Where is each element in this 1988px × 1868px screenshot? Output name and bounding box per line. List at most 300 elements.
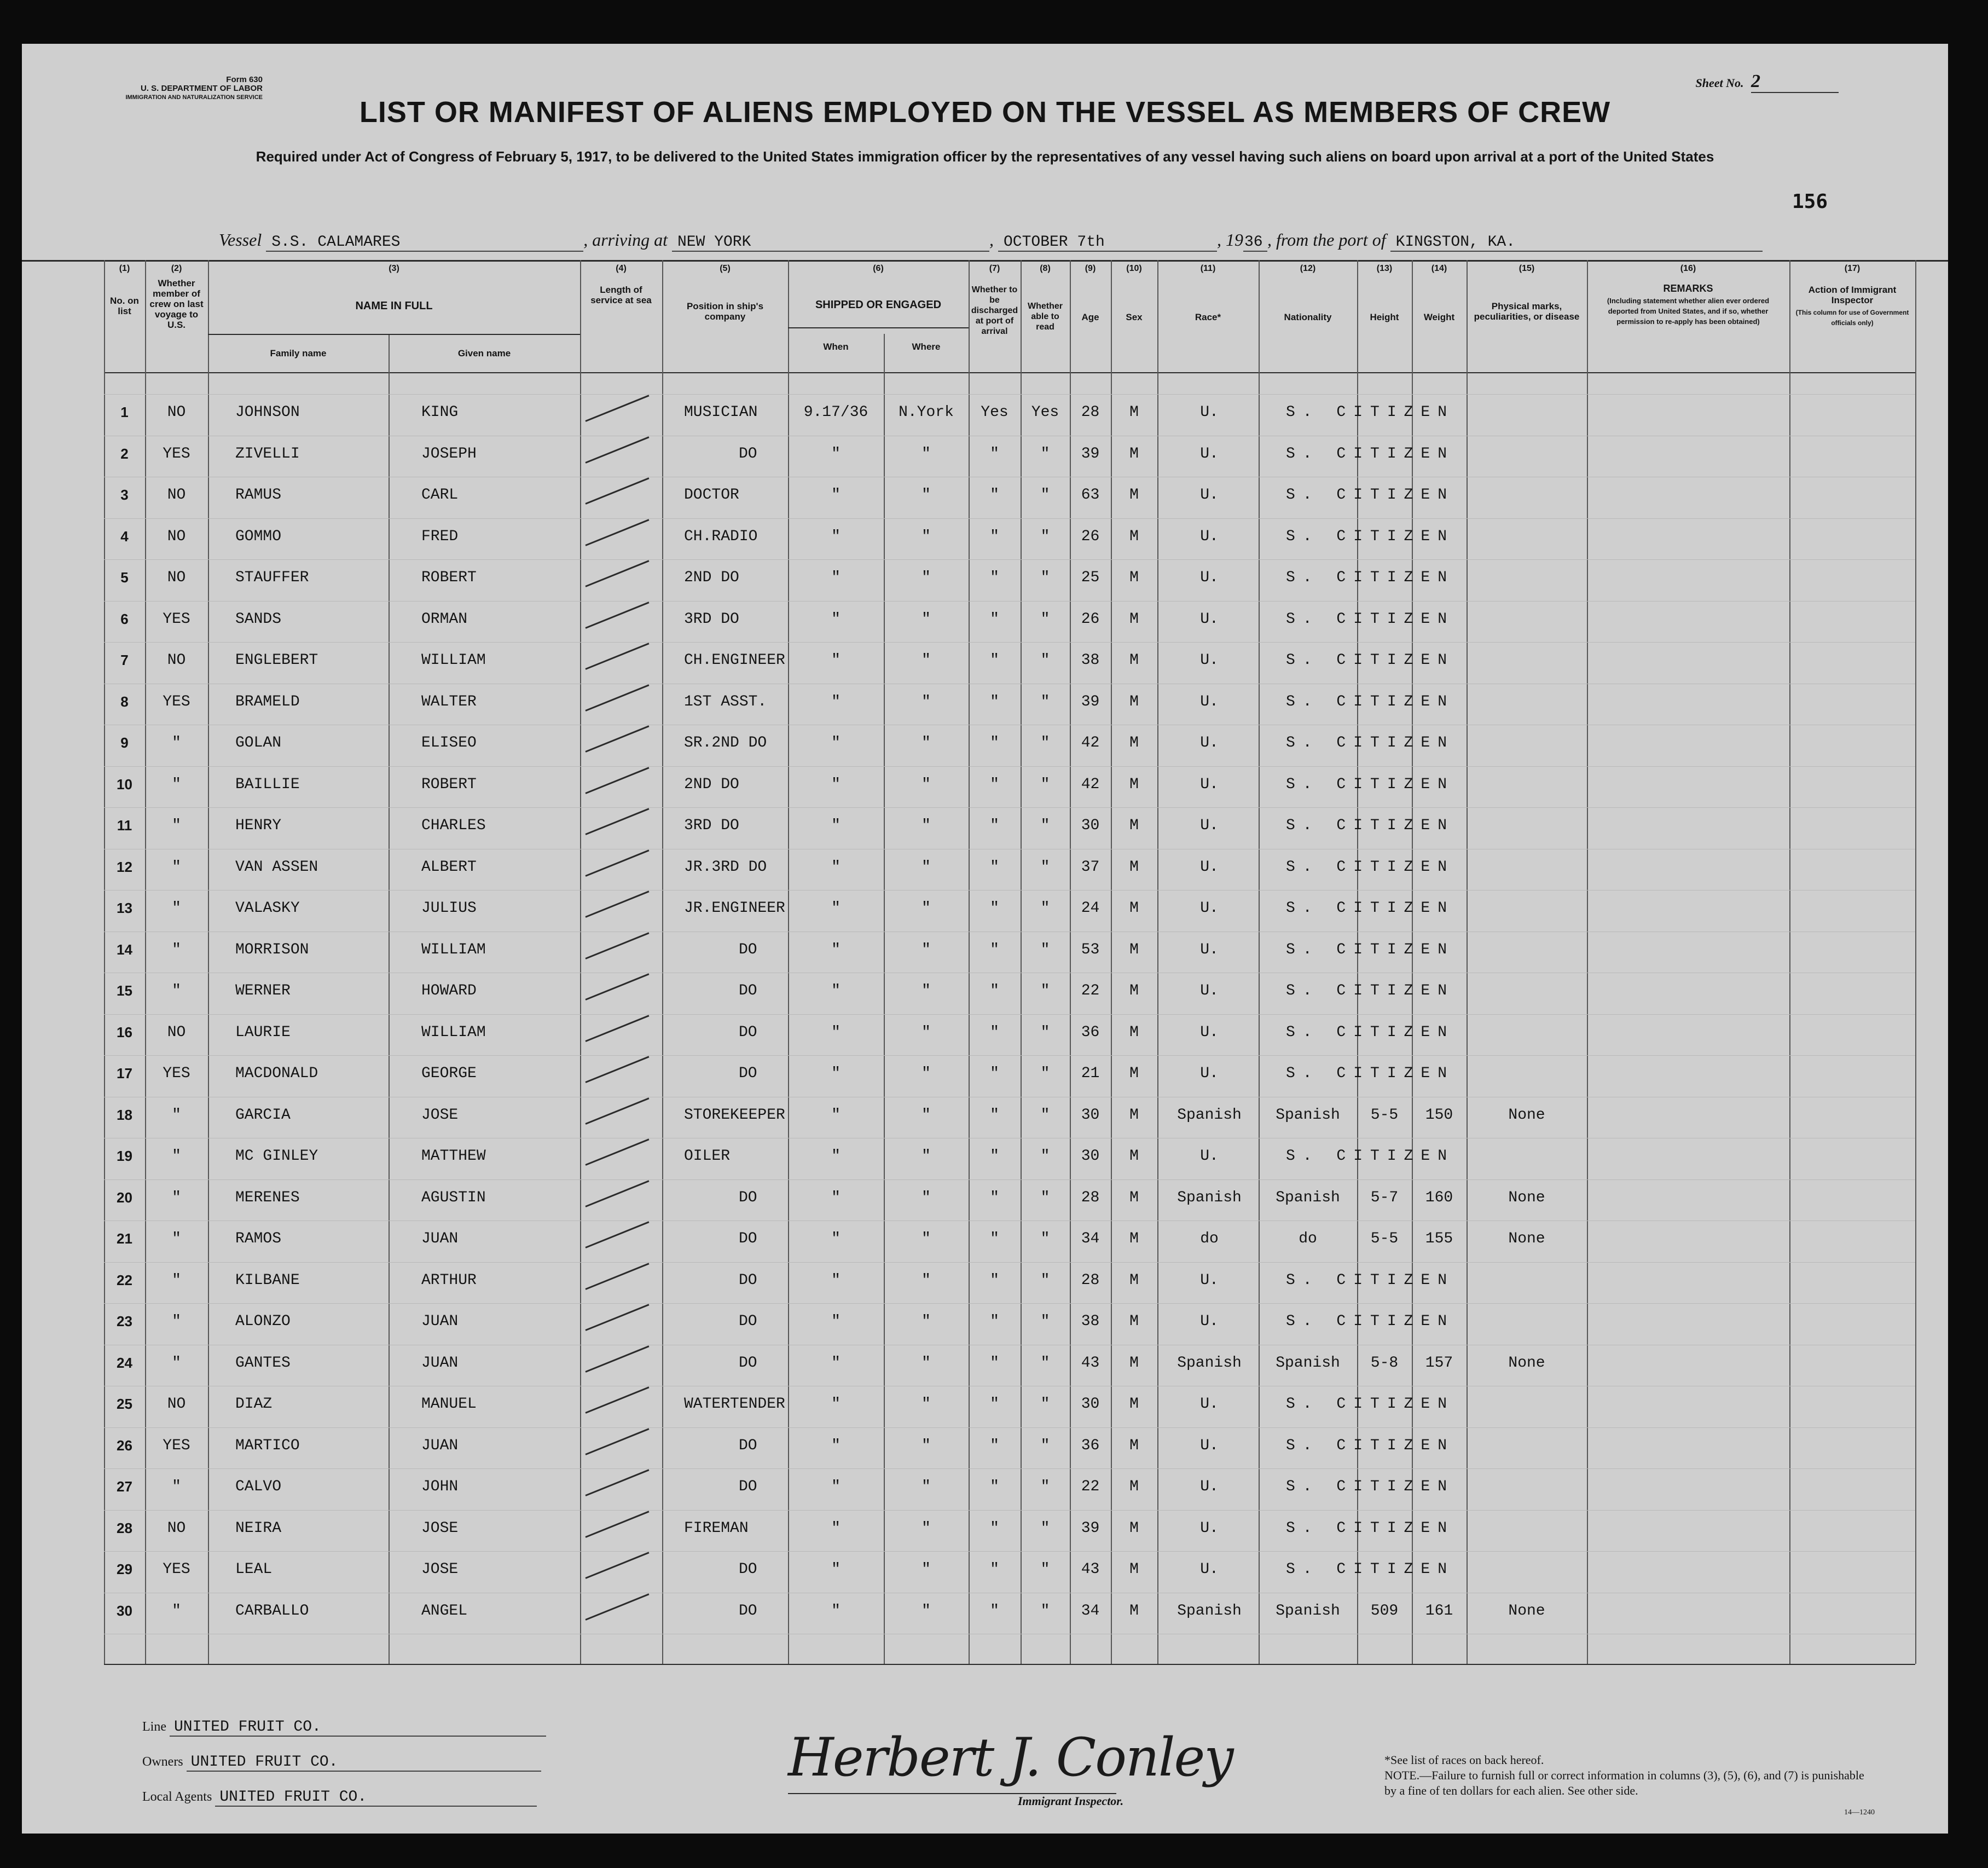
cell-nationality: S. CITIZEN bbox=[1286, 941, 1455, 958]
cell-when: " bbox=[831, 735, 841, 751]
column-number: (17) bbox=[1844, 264, 1861, 273]
cell-height: 5-5 bbox=[1370, 1106, 1399, 1124]
cell-when: " bbox=[831, 693, 841, 710]
cell-when: " bbox=[831, 900, 841, 917]
cell-prev: NO bbox=[167, 1396, 186, 1413]
cell-where: " bbox=[921, 817, 931, 834]
service-check-mark bbox=[585, 1180, 649, 1207]
cell-age: 28 bbox=[1081, 404, 1100, 421]
cell-when: 9.17/36 bbox=[803, 404, 868, 421]
cell-prev: NO bbox=[167, 528, 186, 545]
cell-weight: 150 bbox=[1425, 1106, 1453, 1124]
col-family-name-header: Family name bbox=[270, 348, 327, 358]
cell-age: 26 bbox=[1081, 528, 1100, 545]
cell-where: " bbox=[921, 1023, 931, 1041]
cell-disch: " bbox=[990, 900, 999, 917]
cell-disch: " bbox=[990, 1519, 999, 1537]
cell-where: " bbox=[921, 900, 931, 917]
cell-family: JOHNSON bbox=[235, 404, 300, 421]
cell-read: Yes bbox=[1031, 404, 1059, 421]
column-rule bbox=[208, 260, 209, 1664]
cell-prev: " bbox=[172, 1602, 181, 1620]
cell-when: " bbox=[831, 1313, 841, 1330]
cell-when: " bbox=[831, 1354, 841, 1372]
sheet-number-label: Sheet No. bbox=[1695, 76, 1744, 90]
cell-race: Spanish bbox=[1177, 1189, 1242, 1206]
cell-when: " bbox=[831, 776, 841, 793]
cell-prev: NO bbox=[167, 569, 186, 586]
cell-when: " bbox=[831, 528, 841, 545]
departure-port: KINGSTON, KA. bbox=[1390, 234, 1763, 252]
cell-position: DO bbox=[739, 982, 757, 999]
cell-when: " bbox=[831, 1023, 841, 1041]
page-subtitle: Required under Act of Congress of February 5, 1917, to be delivered to the United States immigration officer by the representatives of any vessel having such aliens on board upon arrival at a port of the United States bbox=[256, 148, 1714, 165]
cell-given: AGUSTIN bbox=[421, 1189, 486, 1206]
cell-read: " bbox=[1040, 858, 1050, 876]
cell-disch: " bbox=[990, 1478, 999, 1495]
row-number: 21 bbox=[117, 1230, 132, 1247]
cell-age: 63 bbox=[1081, 487, 1100, 504]
column-number: (15) bbox=[1518, 264, 1535, 273]
cell-given: JOSE bbox=[421, 1519, 459, 1537]
cell-disch: " bbox=[990, 1313, 999, 1330]
cell-nationality: S. CITIZEN bbox=[1286, 1519, 1455, 1537]
row-number: 22 bbox=[117, 1271, 132, 1288]
column-rule bbox=[1157, 260, 1158, 1664]
row-number: 30 bbox=[117, 1602, 132, 1619]
cell-given: JUAN bbox=[421, 1230, 459, 1247]
service-check-mark bbox=[585, 1428, 649, 1455]
line-value: UNITED FRUIT CO. bbox=[170, 1719, 546, 1737]
cell-position: 1ST ASST. bbox=[684, 693, 767, 710]
cell-height: 5-5 bbox=[1370, 1230, 1399, 1247]
column-rule bbox=[1259, 260, 1260, 1664]
cell-position: MUSICIAN bbox=[684, 404, 758, 421]
cell-family: MORRISON bbox=[235, 941, 309, 958]
cell-family: CARBALLO bbox=[235, 1602, 309, 1620]
service-check-mark bbox=[585, 1138, 649, 1166]
cell-race: U. bbox=[1200, 1065, 1219, 1082]
cell-position: STOREKEEPER bbox=[684, 1106, 785, 1124]
cell-sex: M bbox=[1129, 1230, 1139, 1247]
cell-family: ZIVELLI bbox=[235, 445, 300, 462]
cell-sex: M bbox=[1129, 1354, 1139, 1372]
cell-nationality: S. CITIZEN bbox=[1286, 693, 1455, 710]
cell-where: " bbox=[921, 569, 931, 586]
cell-sex: M bbox=[1129, 982, 1139, 999]
cell-read: " bbox=[1040, 1148, 1050, 1165]
cell-age: 42 bbox=[1081, 776, 1100, 793]
row-number: 7 bbox=[120, 652, 129, 668]
cell-prev: YES bbox=[163, 1065, 190, 1082]
row-number: 26 bbox=[117, 1437, 132, 1454]
cell-when: " bbox=[831, 982, 841, 999]
cell-where: " bbox=[921, 487, 931, 504]
cell-prev: NO bbox=[167, 487, 186, 504]
row-rule bbox=[104, 518, 1915, 519]
cell-family: HENRY bbox=[235, 817, 282, 834]
vessel-name: S.S. CALAMARES bbox=[266, 234, 583, 252]
cell-given: ARTHUR bbox=[421, 1271, 477, 1289]
cell-sex: M bbox=[1129, 1519, 1139, 1537]
col-action-header: Action of Immigrant Inspector bbox=[1808, 285, 1897, 305]
row-rule bbox=[104, 1055, 1915, 1056]
service-check-mark bbox=[585, 684, 649, 712]
voyage-line: Vessel S.S. CALAMARES , arriving at NEW YORK , OCTOBER 7th , 1936 , from the port of KINGSTON, KA. bbox=[219, 230, 1763, 252]
cell-position: DO bbox=[739, 1478, 757, 1495]
column-number: (4) bbox=[616, 264, 627, 273]
cell-race: U. bbox=[1200, 652, 1219, 669]
cell-sex: M bbox=[1129, 693, 1139, 710]
cell-given: ROBERT bbox=[421, 569, 477, 586]
cell-prev: " bbox=[172, 982, 181, 999]
row-number: 9 bbox=[120, 735, 129, 751]
row-rule bbox=[104, 559, 1915, 560]
cell-disch: " bbox=[990, 817, 999, 834]
column-number: (12) bbox=[1300, 264, 1316, 273]
cell-nationality: S. CITIZEN bbox=[1286, 900, 1455, 917]
col-action-subheader: (This column for use of Government officials only) bbox=[1795, 309, 1909, 327]
cell-prev: NO bbox=[167, 1023, 186, 1041]
service-check-mark bbox=[585, 1469, 649, 1496]
cell-given: ELISEO bbox=[421, 735, 477, 751]
cell-race: do bbox=[1200, 1230, 1219, 1247]
sheet-number-value: 2 bbox=[1751, 71, 1839, 93]
cell-sex: M bbox=[1129, 445, 1139, 462]
cell-age: 30 bbox=[1081, 1148, 1100, 1165]
cell-family: ENGLEBERT bbox=[235, 652, 318, 669]
service-check-mark bbox=[585, 725, 649, 753]
cell-prev: " bbox=[172, 1271, 181, 1289]
cell-age: 25 bbox=[1081, 569, 1100, 586]
cell-nationality: S. CITIZEN bbox=[1286, 445, 1455, 462]
cell-where: " bbox=[921, 610, 931, 628]
cell-race: U. bbox=[1200, 776, 1219, 793]
cell-family: DIAZ bbox=[235, 1396, 273, 1413]
cell-nationality: S. CITIZEN bbox=[1286, 487, 1455, 504]
cell-prev: " bbox=[172, 941, 181, 958]
column-number: (9) bbox=[1085, 264, 1096, 273]
cell-sex: M bbox=[1129, 1478, 1139, 1495]
service-check-mark bbox=[585, 395, 649, 422]
row-number: 3 bbox=[120, 487, 129, 503]
row-rule bbox=[104, 1303, 1915, 1304]
cell-race: U. bbox=[1200, 1437, 1219, 1454]
owners-value: UNITED FRUIT CO. bbox=[187, 1754, 541, 1772]
cell-family: KILBANE bbox=[235, 1271, 300, 1289]
cell-sex: M bbox=[1129, 776, 1139, 793]
inspector-signature: Herbert J. Conley bbox=[788, 1727, 1233, 1788]
cell-read: " bbox=[1040, 1478, 1050, 1495]
row-number: 10 bbox=[117, 776, 132, 793]
cell-disch: " bbox=[990, 1230, 999, 1247]
cell-read: " bbox=[1040, 445, 1050, 462]
col-read-header: Whether able to read bbox=[1028, 302, 1063, 332]
cell-position: WATERTENDER bbox=[684, 1396, 785, 1413]
column-rule bbox=[1915, 260, 1916, 1664]
row-rule bbox=[104, 1510, 1915, 1511]
service-check-mark bbox=[585, 767, 649, 794]
cell-nationality: S. CITIZEN bbox=[1286, 652, 1455, 669]
cell-race: U. bbox=[1200, 982, 1219, 999]
cell-position: DO bbox=[739, 445, 757, 462]
cell-when: " bbox=[831, 610, 841, 628]
row-number: 13 bbox=[117, 900, 132, 916]
row-rule bbox=[104, 807, 1915, 808]
cell-disch: " bbox=[990, 858, 999, 876]
service-check-mark bbox=[585, 849, 649, 877]
cell-where: " bbox=[921, 652, 931, 669]
cell-prev: " bbox=[172, 1106, 181, 1124]
row-rule bbox=[104, 1179, 1915, 1180]
cell-read: " bbox=[1040, 1354, 1050, 1372]
col-weight-header: Weight bbox=[1423, 312, 1455, 322]
cell-age: 24 bbox=[1081, 900, 1100, 917]
cell-when: " bbox=[831, 1561, 841, 1578]
document-number: 156 bbox=[1792, 190, 1828, 213]
cell-position: JR.ENGINEER bbox=[684, 900, 785, 917]
column-number: (11) bbox=[1200, 264, 1216, 273]
cell-given: HOWARD bbox=[421, 982, 477, 999]
cell-prev: " bbox=[172, 1478, 181, 1495]
cell-when: " bbox=[831, 487, 841, 504]
cell-age: 37 bbox=[1081, 858, 1100, 876]
column-rule bbox=[389, 334, 390, 1664]
cell-nationality: do bbox=[1299, 1230, 1317, 1247]
cell-where: " bbox=[921, 1148, 931, 1165]
row-number: 6 bbox=[120, 610, 129, 627]
service-check-mark bbox=[585, 1304, 649, 1331]
cell-prev: YES bbox=[163, 445, 190, 462]
cell-when: " bbox=[831, 1189, 841, 1206]
cell-race: U. bbox=[1200, 735, 1219, 751]
cell-position: DO bbox=[739, 1313, 757, 1330]
col-given-name-header: Given name bbox=[457, 348, 511, 358]
cell-disch: " bbox=[990, 1065, 999, 1082]
cell-family: RAMOS bbox=[235, 1230, 282, 1247]
cell-given: KING bbox=[421, 404, 459, 421]
cell-family: ALONZO bbox=[235, 1313, 291, 1330]
cell-race: Spanish bbox=[1177, 1354, 1242, 1372]
service-check-mark bbox=[585, 1511, 649, 1538]
col-marks-header: Physical marks, peculiarities, or disease bbox=[1474, 301, 1580, 322]
cell-race: U. bbox=[1200, 1023, 1219, 1041]
cell-weight: 160 bbox=[1425, 1189, 1453, 1206]
service-check-mark bbox=[585, 890, 649, 918]
cell-given: JOSEPH bbox=[421, 445, 477, 462]
cell-sex: M bbox=[1129, 900, 1139, 917]
cell-given: JUAN bbox=[421, 1437, 459, 1454]
col-shipped-header: SHIPPED OR ENGAGED bbox=[815, 299, 942, 311]
cell-where: " bbox=[921, 735, 931, 751]
arrival-year: 36 bbox=[1243, 234, 1267, 252]
manifest-sheet bbox=[22, 44, 1948, 1834]
col-race-header: Race* bbox=[1195, 312, 1221, 322]
cell-read: " bbox=[1040, 569, 1050, 586]
cell-nationality: S. CITIZEN bbox=[1286, 1023, 1455, 1041]
cell-prev: " bbox=[172, 1148, 181, 1165]
service-check-mark bbox=[585, 477, 649, 505]
cell-when: " bbox=[831, 941, 841, 958]
row-number: 16 bbox=[117, 1023, 132, 1040]
cell-nationality: S. CITIZEN bbox=[1286, 776, 1455, 793]
column-number: (3) bbox=[389, 264, 399, 273]
owners-field bbox=[142, 1754, 541, 1772]
table-bottom-rule bbox=[104, 1664, 1915, 1665]
cell-read: " bbox=[1040, 776, 1050, 793]
service-check-mark bbox=[585, 1386, 649, 1414]
cell-where: " bbox=[921, 528, 931, 545]
cell-age: 28 bbox=[1081, 1189, 1100, 1206]
cell-family: RAMUS bbox=[235, 487, 282, 504]
owners-label: Owners bbox=[142, 1755, 183, 1769]
cell-age: 30 bbox=[1081, 1396, 1100, 1413]
cell-sex: M bbox=[1129, 1396, 1139, 1413]
cell-age: 30 bbox=[1081, 1106, 1100, 1124]
row-rule bbox=[104, 1551, 1915, 1552]
row-number: 17 bbox=[117, 1065, 132, 1082]
cell-prev: " bbox=[172, 858, 181, 876]
cell-race: U. bbox=[1200, 610, 1219, 628]
row-number: 28 bbox=[117, 1519, 132, 1536]
column-number: (7) bbox=[989, 264, 1000, 273]
cell-race: U. bbox=[1200, 1148, 1219, 1165]
cell-position: DO bbox=[739, 941, 757, 958]
col-nationality-header: Nationality bbox=[1284, 312, 1332, 322]
cell-position: OILER bbox=[684, 1148, 731, 1165]
row-rule bbox=[104, 1468, 1915, 1469]
row-rule bbox=[104, 394, 1915, 395]
cell-prev: " bbox=[172, 817, 181, 834]
cell-family: MACDONALD bbox=[235, 1065, 318, 1082]
cell-race: U. bbox=[1200, 1396, 1219, 1413]
row-number: 5 bbox=[120, 569, 129, 586]
penalty-note: NOTE.—Failure to furnish full or correct information in columns (3), (5), (6), and (7) is punishable by a fine of ten dollars for each alien. See other side. bbox=[1384, 1768, 1864, 1797]
cell-given: WILLIAM bbox=[421, 652, 486, 669]
col-position-header: Position in ship's company bbox=[686, 301, 764, 322]
cell-sex: M bbox=[1129, 1437, 1139, 1454]
cell-read: " bbox=[1040, 652, 1050, 669]
row-rule bbox=[104, 766, 1915, 767]
arrival-date: OCTOBER 7th bbox=[998, 234, 1217, 252]
cell-nationality: S. CITIZEN bbox=[1286, 1396, 1455, 1413]
cell-position: 3RD DO bbox=[684, 817, 739, 834]
cell-disch: " bbox=[990, 528, 999, 545]
cell-read: " bbox=[1040, 1313, 1050, 1330]
cell-age: 36 bbox=[1081, 1437, 1100, 1454]
service-check-mark bbox=[585, 643, 649, 670]
row-number: 27 bbox=[117, 1478, 132, 1495]
cell-position: CH.ENGINEER bbox=[684, 652, 785, 669]
cell-nationality: Spanish bbox=[1276, 1106, 1340, 1124]
service-check-mark bbox=[585, 1056, 649, 1083]
cell-race: U. bbox=[1200, 1519, 1219, 1537]
cell-disch: " bbox=[990, 1396, 999, 1413]
cell-race: U. bbox=[1200, 487, 1219, 504]
cell-nationality: S. CITIZEN bbox=[1286, 1148, 1455, 1165]
cell-disch: " bbox=[990, 735, 999, 751]
col-remarks-subheader: (Including statement whether alien ever ordered deported from United States, and if so, whether permission to re-apply has been obtained) bbox=[1607, 297, 1770, 326]
cell-age: 34 bbox=[1081, 1602, 1100, 1620]
race-note: *See list of races on back hereof. bbox=[1384, 1753, 1544, 1767]
row-number: 12 bbox=[117, 858, 132, 875]
column-number: (8) bbox=[1040, 264, 1051, 273]
cell-where: " bbox=[921, 1230, 931, 1247]
row-number: 15 bbox=[117, 982, 132, 999]
cell-disch: " bbox=[990, 445, 999, 462]
cell-sex: M bbox=[1129, 1148, 1139, 1165]
cell-age: 53 bbox=[1081, 941, 1100, 958]
cell-disch: " bbox=[990, 693, 999, 710]
row-number: 11 bbox=[117, 817, 132, 834]
cell-race: U. bbox=[1200, 1271, 1219, 1289]
col-sex-header: Sex bbox=[1126, 312, 1143, 322]
line-label: Line bbox=[142, 1720, 166, 1734]
cell-family: GOLAN bbox=[235, 735, 282, 751]
cell-sex: M bbox=[1129, 610, 1139, 628]
service-check-mark bbox=[585, 436, 649, 464]
cell-read: " bbox=[1040, 1230, 1050, 1247]
cell-age: 28 bbox=[1081, 1271, 1100, 1289]
cell-given: ANGEL bbox=[421, 1602, 468, 1620]
cell-when: " bbox=[831, 817, 841, 834]
cell-age: 38 bbox=[1081, 652, 1100, 669]
cell-sex: M bbox=[1129, 569, 1139, 586]
cell-given: FRED bbox=[421, 528, 459, 545]
cell-race: U. bbox=[1200, 900, 1219, 917]
row-number: 23 bbox=[117, 1313, 132, 1329]
cell-given: ORMAN bbox=[421, 610, 468, 628]
column-rule bbox=[580, 260, 581, 1664]
cell-prev: YES bbox=[163, 610, 190, 628]
cell-position: DO bbox=[739, 1437, 757, 1454]
cell-prev: " bbox=[172, 1230, 181, 1247]
cell-where: " bbox=[921, 1561, 931, 1578]
cell-read: " bbox=[1040, 1396, 1050, 1413]
print-code: 14—1240 bbox=[1844, 1808, 1875, 1817]
cell-age: 39 bbox=[1081, 693, 1100, 710]
cell-sex: M bbox=[1129, 1602, 1139, 1620]
service-check-mark bbox=[585, 602, 649, 629]
row-rule bbox=[104, 1427, 1915, 1428]
cell-read: " bbox=[1040, 610, 1050, 628]
cell-height: 5-7 bbox=[1370, 1189, 1399, 1206]
cell-race: Spanish bbox=[1177, 1106, 1242, 1124]
cell-sex: M bbox=[1129, 1561, 1139, 1578]
cell-given: JOSE bbox=[421, 1561, 459, 1578]
column-number: (6) bbox=[873, 264, 884, 273]
col-where-header: Where bbox=[912, 342, 941, 352]
row-number: 18 bbox=[117, 1106, 132, 1123]
cell-disch: " bbox=[990, 487, 999, 504]
cell-when: " bbox=[831, 1148, 841, 1165]
cell-sex: M bbox=[1129, 941, 1139, 958]
cell-age: 42 bbox=[1081, 735, 1100, 751]
cell-disch: Yes bbox=[981, 404, 1009, 421]
cell-sex: M bbox=[1129, 1065, 1139, 1082]
cell-when: " bbox=[831, 569, 841, 586]
cell-given: JOHN bbox=[421, 1478, 459, 1495]
cell-read: " bbox=[1040, 528, 1050, 545]
cell-position: DO bbox=[739, 1065, 757, 1082]
cell-disch: " bbox=[990, 610, 999, 628]
column-number: (1) bbox=[119, 264, 130, 273]
cell-sex: M bbox=[1129, 1106, 1139, 1124]
cell-height: 509 bbox=[1370, 1602, 1399, 1620]
from-port-label: from the port of bbox=[1276, 230, 1386, 250]
cell-marks: None bbox=[1508, 1189, 1545, 1206]
cell-nationality: S. CITIZEN bbox=[1286, 569, 1455, 586]
